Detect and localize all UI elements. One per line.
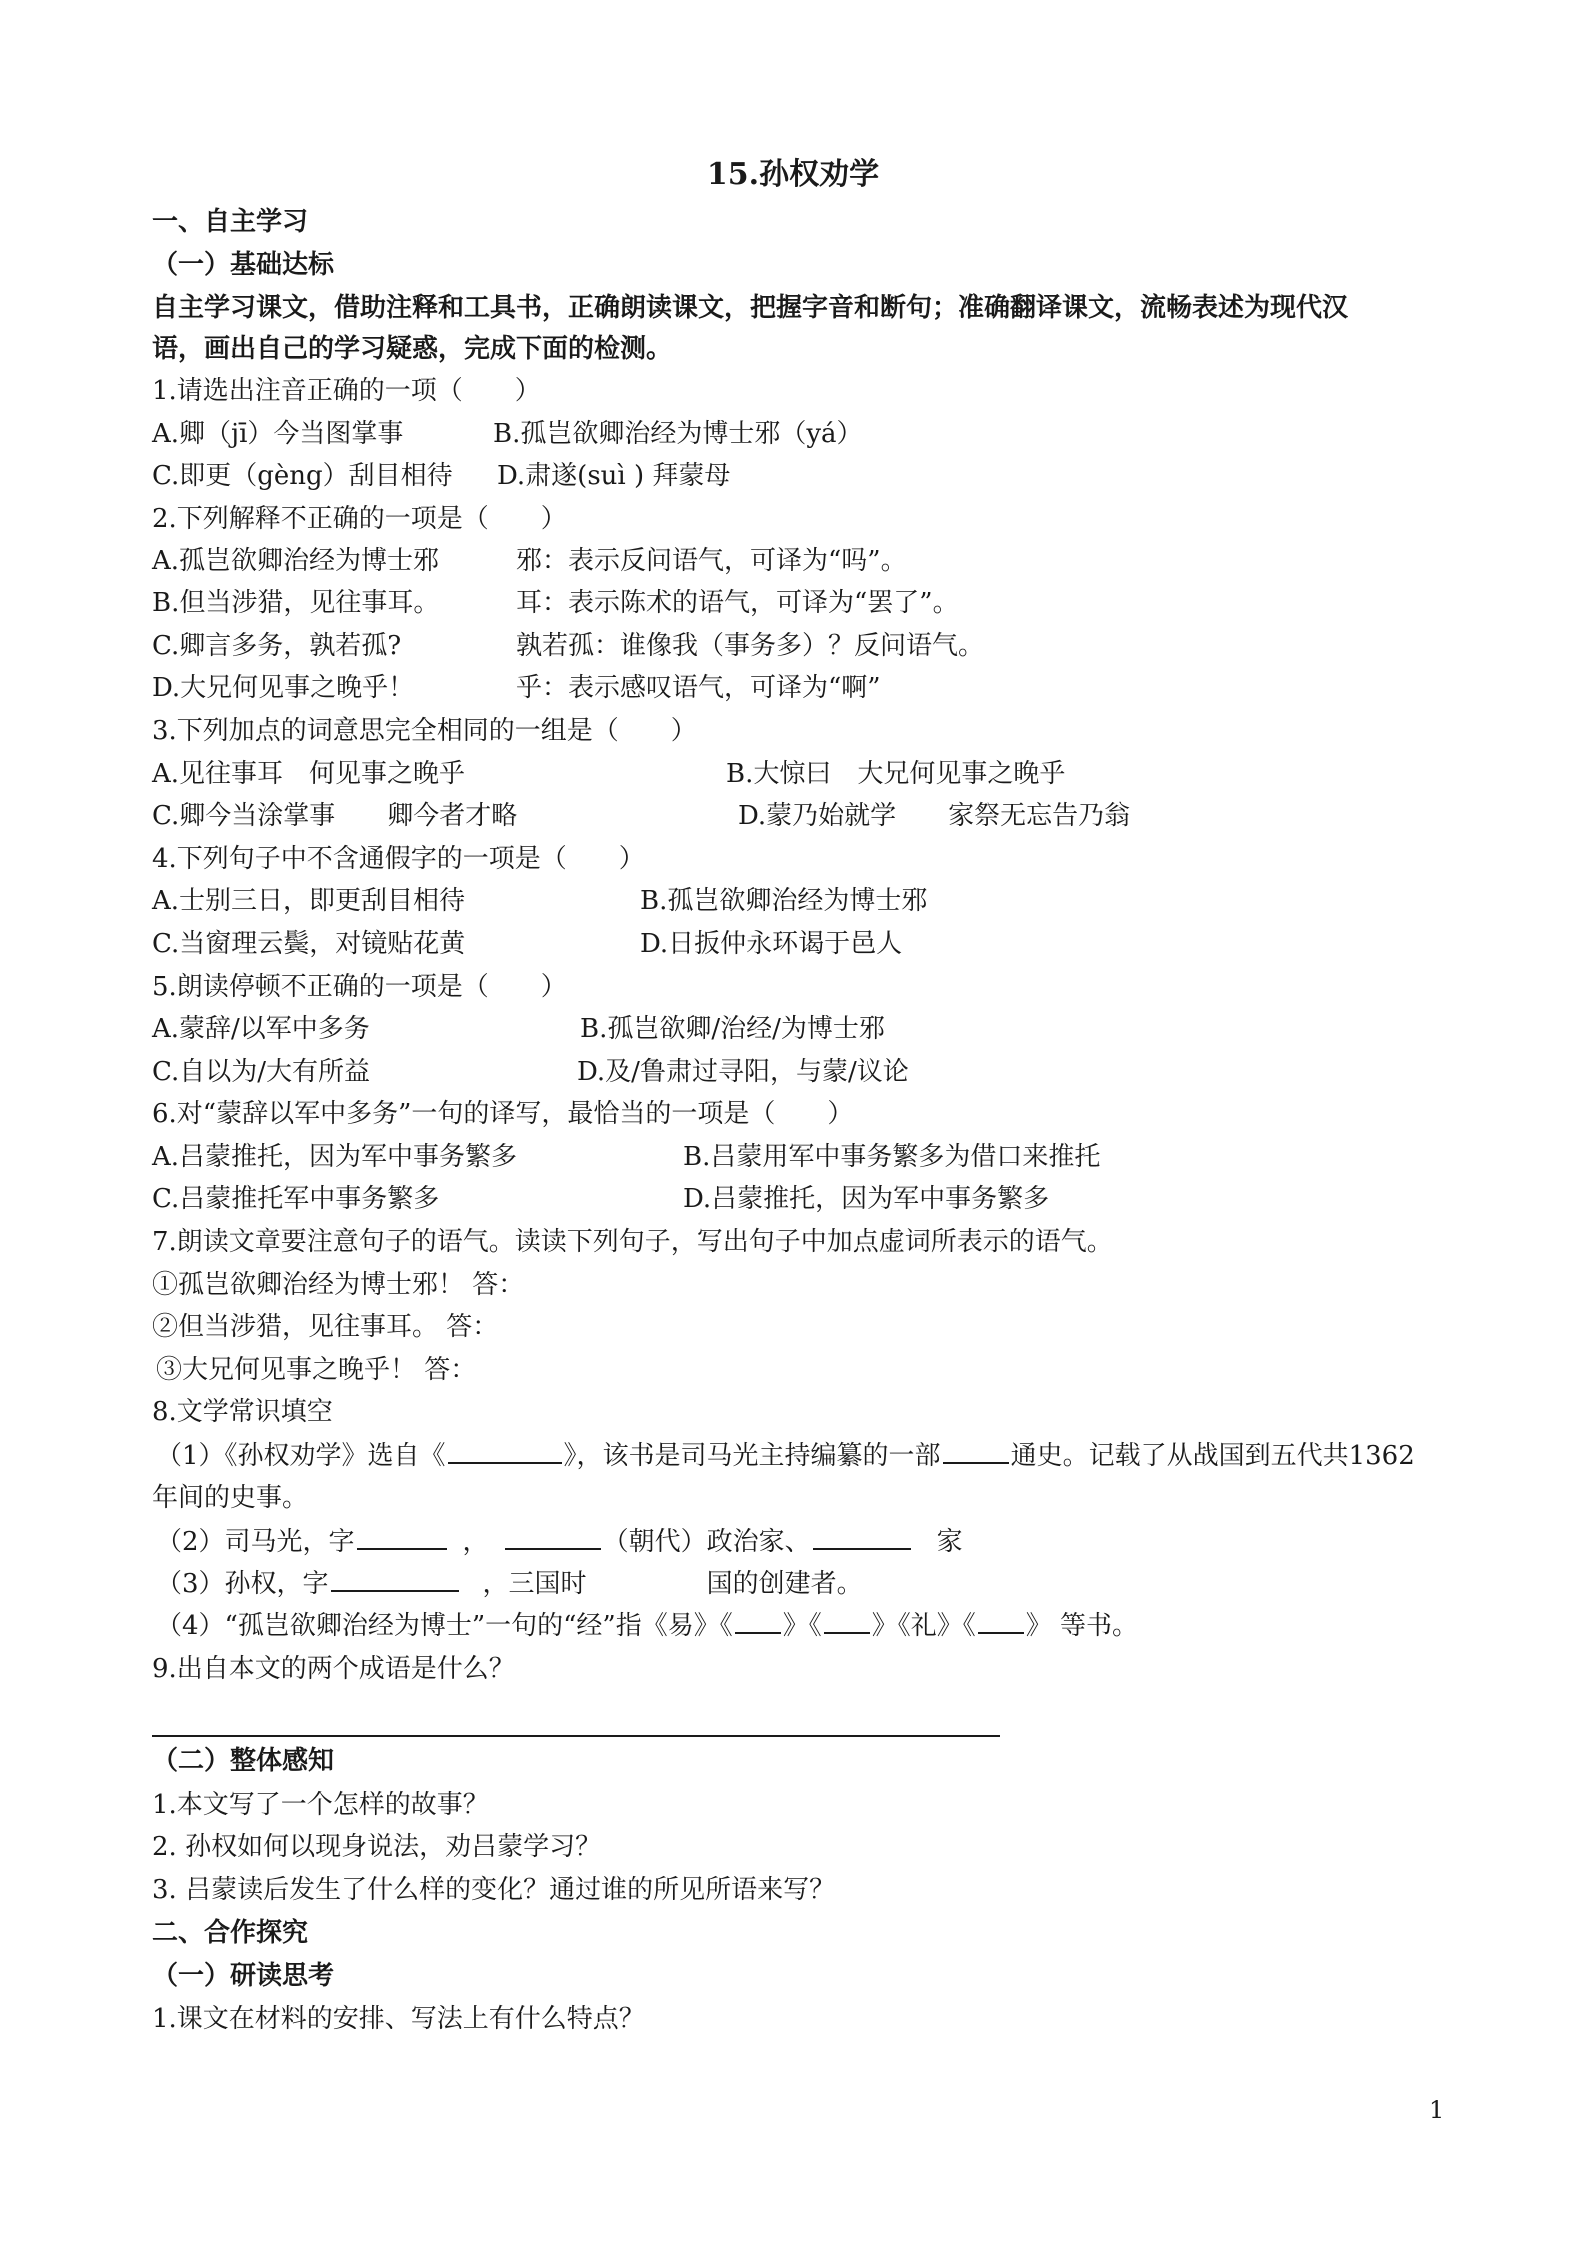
question-3-option-a: A.见往事耳 何见事之晚乎 <box>152 759 466 789</box>
question-2-explanation-b: 耳：表示陈术的语气，可译为“罢了”。 <box>516 588 959 618</box>
answer-blank[interactable] <box>735 1606 781 1634</box>
question-8-part-2: （2）司马光，字 ， （朝代）政治家、 家 <box>156 1522 963 1562</box>
subsection-heading-overall: （二）整体感知 <box>152 1746 335 1776</box>
question-5-option-c: C.自以为/大有所益 <box>152 1057 370 1087</box>
answer-blank[interactable] <box>824 1606 870 1634</box>
question-6-option-b: B.吕蒙用军中事务繁多为借口来推托 <box>683 1142 1101 1172</box>
answer-blank[interactable] <box>943 1436 1009 1464</box>
overall-question-3: 3. 吕蒙读后发生了什么样的变化？通过谁的所见所语来写？ <box>152 1875 836 1905</box>
question-2-explanation-d: 乎：表示感叹语气，可译为“啊” <box>516 673 881 703</box>
question-3-option-d: D.蒙乃始就学 家祭无忘告乃翁 <box>738 801 1131 831</box>
question-5-option-d: D.及/鲁肃过寻阳，与蒙/议论 <box>577 1057 909 1087</box>
intro-line-1: 自主学习课文，借助注释和工具书，正确朗读课文，把握字音和断句；准确翻译课文，流畅表述为现代汉 <box>152 293 1349 323</box>
question-1-option-a: A.卿（jī）今当图掌事 <box>152 419 404 449</box>
question-4-option-a: A.士别三日，即更刮目相待 <box>152 886 466 916</box>
question-2-explanation-a: 邪：表示反问语气，可译为“吗”。 <box>516 546 907 576</box>
intro-line-2: 语，画出自己的学习疑惑，完成下面的检测。 <box>152 334 673 364</box>
question-5-option-b: B.孤岂欲卿/治经/为博士邪 <box>580 1014 885 1044</box>
question-7-item-3: ③大兄何见事之晚乎！ 答： <box>156 1355 477 1385</box>
question-7-item-1: ①孤岂欲卿治经为博士邪！ 答： <box>152 1270 525 1300</box>
question-8: 8.文学常识填空 <box>152 1397 333 1427</box>
question-2-option-b: B.但当涉猎，见往事耳。 <box>152 588 440 618</box>
question-6-option-a: A.吕蒙推托，因为军中事务繁多 <box>152 1142 518 1172</box>
question-2: 2.下列解释不正确的一项是（ ） <box>152 504 567 534</box>
question-5-option-a: A.蒙辞/以军中多务 <box>152 1014 370 1044</box>
answer-blank[interactable] <box>448 1436 562 1464</box>
question-3-option-b: B.大惊曰 大兄何见事之晚乎 <box>726 759 1066 789</box>
question-8-part-1-cont: 年间的史事。 <box>152 1483 309 1513</box>
overall-question-1: 1.本文写了一个怎样的故事？ <box>152 1790 489 1820</box>
question-7-item-2: ②但当涉猎，见往事耳。 答： <box>152 1312 499 1342</box>
question-9: 9.出自本文的两个成语是什么？ <box>152 1654 515 1684</box>
question-1-option-c: C.即更（gèng）刮目相待 <box>152 461 453 491</box>
question-3-option-c: C.卿今当涂掌事 卿今者才略 <box>152 801 518 831</box>
answer-blank[interactable] <box>505 1522 601 1550</box>
page-title: 15.孙权劝学 <box>706 157 880 192</box>
question-8-part-1: （1）《孙权劝学》选自《 》，该书是司马光主持编纂的一部 通史。记载了从战国到五代共1362 <box>156 1436 1415 1476</box>
question-6: 6.对“蒙辞以军中多务”一句的译写，最恰当的一项是（ ） <box>152 1099 854 1129</box>
question-2-option-d: D.大兄何见事之晚乎！ <box>152 673 415 703</box>
question-5: 5.朗读停顿不正确的一项是（ ） <box>152 972 567 1002</box>
question-8-part-3: （3）孙权，字 ，三国时 国的创建者。 <box>156 1564 863 1604</box>
question-1: 1.请选出注音正确的一项（ ） <box>152 376 541 406</box>
answer-blank[interactable] <box>978 1606 1024 1634</box>
answer-blank[interactable] <box>357 1522 447 1550</box>
study-question-1: 1.课文在材料的安排、写法上有什么特点？ <box>152 2004 645 2034</box>
question-2-option-a: A.孤岂欲卿治经为博士邪 <box>152 546 440 576</box>
question-2-explanation-c: 孰若孤：谁像我（事务多）？反问语气。 <box>516 631 985 661</box>
question-6-option-d: D.吕蒙推托，因为军中事务繁多 <box>683 1184 1050 1214</box>
question-8-part-4: （4）“孤岂欲卿治经为博士”一句的“经”指《易》《 》《 》《礼》《 》 等书。 <box>156 1606 1138 1646</box>
question-4-option-d: D.日扳仲永环谒于邑人 <box>640 929 903 959</box>
question-4-option-c: C.当窗理云鬓，对镜贴花黄 <box>152 929 466 959</box>
question-1-option-b: B.孤岂欲卿治经为博士邪（yá） <box>493 419 863 449</box>
answer-blank[interactable] <box>331 1564 459 1592</box>
answer-line[interactable] <box>152 1735 1000 1737</box>
subsection-heading-basic: （一）基础达标 <box>152 250 335 280</box>
section-heading-1: 一、自主学习 <box>152 207 309 237</box>
question-7: 7.朗读文章要注意句子的语气。读读下列句子，写出句子中加点虚词所表示的语气。 <box>152 1227 1113 1257</box>
question-2-option-c: C.卿言多务，孰若孤? <box>152 631 402 661</box>
question-1-option-d: D.肃遂(suì ) 拜蒙母 <box>497 461 731 491</box>
question-3: 3.下列加点的词意思完全相同的一组是（ ） <box>152 716 697 746</box>
page-number: 1 <box>1429 2096 1445 2124</box>
answer-blank[interactable] <box>813 1522 911 1550</box>
question-6-option-c: C.吕蒙推托军中事务繁多 <box>152 1184 440 1214</box>
question-4: 4.下列句子中不含通假字的一项是（ ） <box>152 844 645 874</box>
subsection-heading-study: （一）研读思考 <box>152 1961 335 1991</box>
question-4-option-b: B.孤岂欲卿治经为博士邪 <box>640 886 928 916</box>
overall-question-2: 2. 孙权如何以现身说法，劝吕蒙学习？ <box>152 1832 602 1862</box>
section-heading-2: 二、合作探究 <box>152 1918 309 1948</box>
